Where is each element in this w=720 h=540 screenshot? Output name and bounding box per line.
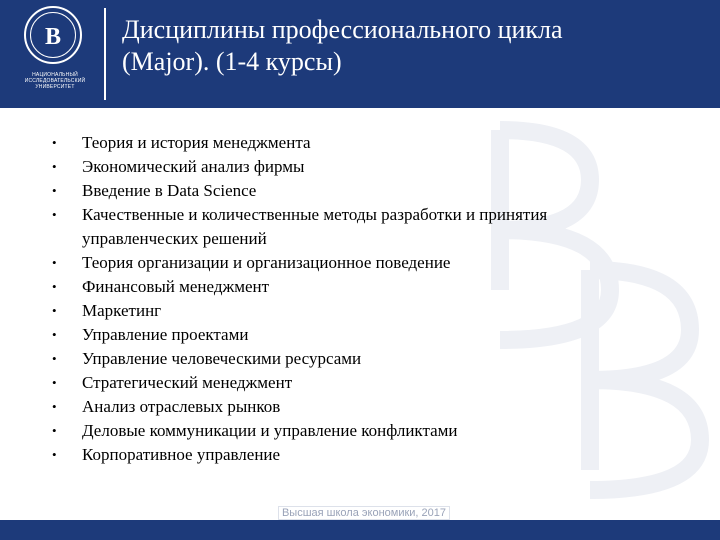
bullet-icon: • [52, 399, 57, 414]
discipline-label: Управление человеческими ресурсами [82, 349, 362, 368]
logo-emblem-icon [36, 18, 70, 61]
discipline-item [52, 155, 652, 179]
discipline-label: Деловые коммуникации и управление конфликтами [82, 421, 458, 440]
discipline-label: Качественные и количественные методы разработки и принятия управленческих решений [82, 205, 548, 248]
slide-header [0, 0, 720, 108]
discipline-label: Маркетинг [82, 301, 162, 320]
bullet-icon: • [52, 351, 57, 366]
discipline-item [52, 131, 652, 155]
logo-caption: НАЦИОНАЛЬНЫЙ ИССЛЕДОВАТЕЛЬСКИЙ УНИВЕРСИТЕТ [24, 72, 86, 90]
footer-bar [0, 520, 720, 540]
discipline-label: Управление проектами [82, 325, 249, 344]
discipline-item [52, 419, 652, 443]
slide-title: Дисциплины профессионального цикла (Major). (1-4 курсы) [122, 15, 563, 76]
discipline-label: Стратегический менеджмент [82, 373, 293, 392]
discipline-label: Экономический анализ фирмы [82, 157, 305, 176]
hse-logo [10, 6, 100, 96]
discipline-item [52, 347, 652, 371]
discipline-label: Финансовый менеджмент [82, 277, 270, 296]
discipline-list [52, 131, 652, 467]
svg-text:В: В [44, 24, 62, 50]
bullet-icon: • [52, 255, 57, 270]
discipline-item [52, 251, 652, 275]
bullet-icon: • [52, 183, 57, 198]
discipline-label: Корпоративное управление [82, 445, 281, 464]
bullet-icon: • [52, 279, 57, 294]
discipline-item [52, 203, 652, 251]
bullet-icon: • [52, 207, 57, 222]
discipline-label: Теория организации и организационное поведение [82, 253, 451, 272]
bullet-icon: • [52, 375, 57, 390]
discipline-item [52, 323, 652, 347]
discipline-item [52, 395, 652, 419]
bullet-icon: • [52, 423, 57, 438]
bullet-icon: • [52, 327, 57, 342]
bullet-icon: • [52, 447, 57, 462]
discipline-item [52, 443, 652, 467]
discipline-item [52, 275, 652, 299]
discipline-label: Теория и история менеджмента [82, 133, 311, 152]
discipline-item [52, 179, 652, 203]
footer-caption: Высшая школа экономики, 2017 [278, 506, 450, 520]
discipline-item [52, 371, 652, 395]
discipline-label: Анализ отраслевых рынков [82, 397, 281, 416]
header-divider [104, 8, 106, 100]
discipline-label: Введение в Data Science [82, 181, 257, 200]
bullet-icon: • [52, 303, 57, 318]
bullet-icon: • [52, 135, 57, 150]
bullet-icon: • [52, 159, 57, 174]
discipline-item [52, 299, 652, 323]
